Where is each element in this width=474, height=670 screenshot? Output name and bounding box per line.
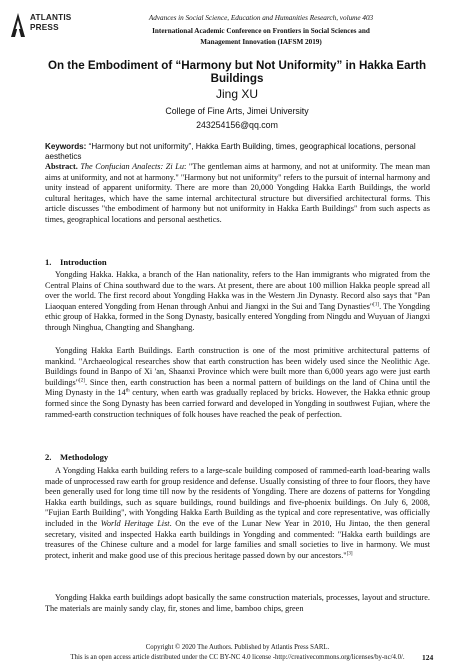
- author-affiliation: College of Fine Arts, Jimei University: [165, 106, 309, 116]
- author-name: Jing XU: [215, 87, 259, 101]
- keywords-text: “Harmony but not uniformity”, Hakka Earth Building, times, geographical locations, personal aesthetics: [45, 142, 416, 161]
- publisher-logo: [10, 12, 80, 40]
- abstract-text: : "The gentleman aims at harmony, and not at uniformity. The mean man aims at uniformity, and not at harmony." "Harmony but not uniformity" refers to the pursuit of internal harmony and unity instead of apparent uniformity. There are more than 20,000 Yongding Hakka Earth Buildings, the world cultural heritages, which have the same internal architectural structure but diversified architectural forms. This article discusses "the embodiment of harmony but not uniformity in Hakka Earth Buildings" from such aspects as times, geographical locations and personal aesthetics.: [45, 162, 430, 224]
- paper-title-line1: On the Embodiment of “Harmony but Not Uniformity” in Hakka Earth: [47, 59, 427, 72]
- paragraph-text: century, when earth was gradually replaced by bricks. However, the Hakka ethnic group formed since the Song Dynasty has been carried forward and developed in Yongding in southwest Fujian, where the rammed-earth construction techniques of folk houses have reached the peak of perfection.: [45, 388, 430, 419]
- conference-line2: Management Innovation (IAFSM 2019): [200, 38, 322, 46]
- ordinal-suffix: th: [125, 388, 130, 394]
- keywords: [45, 142, 430, 162]
- author-email: 243254156@qq.com: [196, 120, 278, 130]
- methodology-paragraph-2: Yongding Hakka earth buildings adopt basically the same construction materials, processes, layout and structure. The materials are mainly sandy clay, fir, stones and lime, bamboo chips, green: [45, 593, 430, 613]
- publisher-logo-text: [30, 13, 71, 33]
- page-number: 124: [422, 653, 434, 662]
- abstract-label: Abstract.: [45, 162, 78, 171]
- logo-line1: ATLANTIS: [30, 13, 72, 22]
- citation-ref: [1]: [373, 302, 380, 308]
- journal-name: Advances in Social Science, Education and Humanities Research, volume 403: [148, 14, 374, 22]
- section-heading-methodology: [45, 452, 108, 462]
- section-heading-introduction: [45, 257, 107, 267]
- conference-line1: International Academic Conference on Frontiers in Social Sciences and: [152, 27, 370, 35]
- citation-ref: [3]: [346, 551, 353, 556]
- footer-license: This is an open access article distributed under the CC BY-NC 4.0 license -http://creativecommons.org/licenses/by-nc/4.0/.: [70, 654, 405, 661]
- methodology-paragraph-1: [45, 466, 430, 561]
- paragraph-text: . Since then, earth construction has been a normal pattern of buildings on the land of China until the Ming Dynasty in the 14: [45, 377, 430, 398]
- footer-copyright: Copyright © 2020 The Authors. Published by Atlantis Press SARL.: [145, 644, 330, 651]
- paragraph-text: Yongding Hakka Earth Buildings. Earth construction is one of the most primitive architectural patterns of mankind. "Archaeological researches show that earth construction has been widely used since the Neolithic Age. Buildings found in Banpo of Xi 'an, Shaanxi Province which were built more than 6,000 years ago were just earth buildings": [45, 346, 430, 387]
- abstract: [45, 162, 430, 226]
- citation-ref: [2]: [79, 378, 85, 384]
- section-title: Methodology: [60, 452, 109, 462]
- section-number: 2.: [45, 452, 52, 462]
- paragraph-text: Yongding Hakka. Hakka, a branch of the Han nationality, refers to the Han immigrants who migrated from the Central Plains of China southward due to the wars. At present, there are about 100 million Hakka people spread all over the world. The first record about Yongding Hakka was in the Western Jin Dynasty. Record also says that "Pan Liaoquan entered Yongding from Henan through Anhui and Jiangxi in the Sui and Tang Dynasties": [45, 270, 430, 311]
- italic-term: World Heritage List: [100, 518, 170, 528]
- paper-title: [30, 59, 444, 85]
- conference-name: [96, 26, 426, 48]
- intro-paragraph-2: [45, 346, 430, 420]
- paragraph-text: . The Yongding ethic group of Hakka, formed in the Song Dynasty, basically entered Yongding from Ningdu and Wuyuan of Jiangxi through Ninghua, Changting and Shanghang.: [45, 301, 430, 332]
- keywords-label: Keywords:: [45, 142, 87, 151]
- paragraph-text: A Yongding Hakka earth building refers to a large-scale building composed of rammed-earth load-bearing walls made of unprocessed raw earth for group residence and defense. Usually consisting of three to four floors, they have been generally used for long time till now by the residents of Yongding. There are dozens of patterns for Yongding Hakka earth buildings, such as square buildings, round buildings and five-phoenix buildings. On July 6, 2008, "Fujian Earth Building", with Yongding Hakka Earth Building as the typical and core representative, was officially included in the: [45, 466, 430, 528]
- section-number: 1.: [45, 257, 52, 267]
- section-title: Introduction: [60, 257, 107, 267]
- paragraph-text: . On the eve of the Lunar New Year in 2010, Hu Jintao, the then general secretary, visited and inspected Hakka earth buildings in Yongding and commented: "Hakka earth buildings are treasures of the Chinese culture and a model for large families and small societies to live in harmony. We must protect, inherit and make good use of this precious heritage passed down by our ancestors.": [45, 518, 431, 560]
- intro-paragraph-1: [45, 270, 430, 334]
- atlantis-press-logo-icon: [10, 12, 26, 38]
- abstract-source-title: The Confucian Analects: Zi Lu: [77, 162, 184, 171]
- logo-line2: PRESS: [30, 23, 59, 32]
- paper-title-line2: Buildings: [210, 72, 264, 85]
